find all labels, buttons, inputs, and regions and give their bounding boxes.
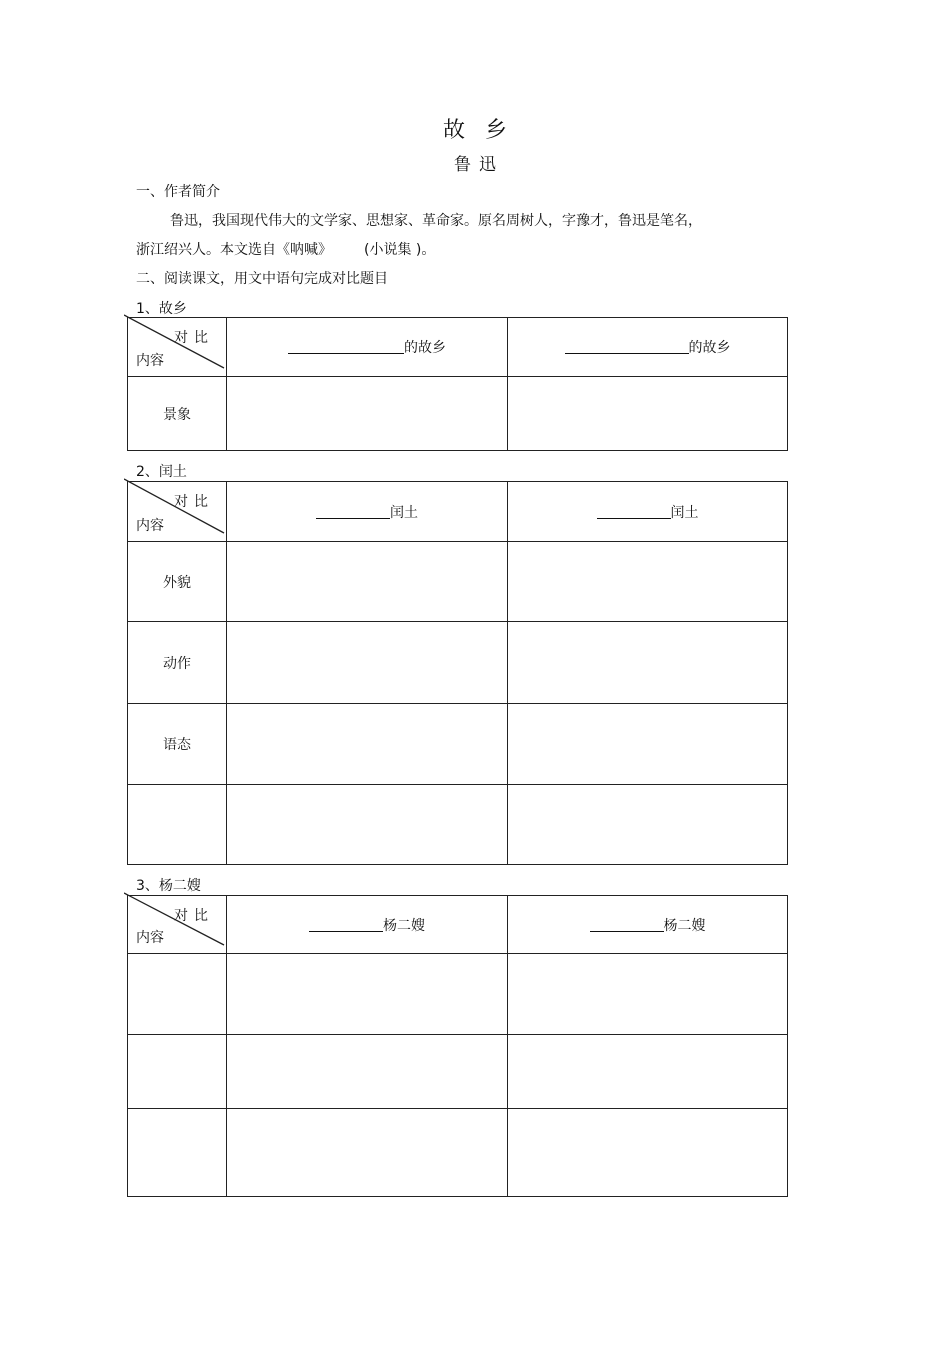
- table-runtu: [127, 481, 788, 865]
- fill-blank[interactable]: [565, 339, 689, 354]
- answer-cell[interactable]: [227, 377, 508, 451]
- header-cell-left: [227, 482, 508, 542]
- table-row: [128, 1035, 788, 1109]
- table3-label: 3、杨二嫂: [136, 878, 201, 894]
- row-label: 语态: [128, 704, 227, 785]
- intro-line2-part2: (小说集 )。: [364, 242, 436, 258]
- answer-cell[interactable]: [227, 704, 508, 785]
- table1-label: 1、故乡: [136, 301, 187, 317]
- header-cell-right: [508, 896, 788, 954]
- answer-cell[interactable]: [227, 954, 508, 1035]
- header-label: 闰土: [670, 504, 699, 521]
- table-row: [128, 542, 788, 622]
- diag-label-content: 内容: [136, 930, 164, 946]
- table-row: [128, 954, 788, 1035]
- header-label: 杨二嫂: [383, 917, 425, 934]
- row-label: 外貌: [128, 542, 227, 622]
- document-author: 鲁迅: [454, 155, 504, 175]
- row-label[interactable]: [128, 1109, 227, 1197]
- answer-cell[interactable]: [508, 377, 788, 451]
- row-label[interactable]: [128, 785, 227, 865]
- answer-cell[interactable]: [227, 1109, 508, 1197]
- table-header-row: [128, 482, 788, 542]
- table-row: [128, 377, 788, 451]
- table2-label: 2、闰土: [136, 464, 187, 480]
- intro-line2-part1: 浙江绍兴人。本文选自《呐喊》: [136, 242, 332, 258]
- row-label: 动作: [128, 622, 227, 704]
- answer-cell[interactable]: [227, 542, 508, 622]
- answer-cell[interactable]: [508, 954, 788, 1035]
- answer-cell[interactable]: [227, 1035, 508, 1109]
- header-cell-left: [227, 318, 508, 377]
- diagonal-header-cell: [128, 482, 227, 542]
- header-cell-right: [508, 318, 788, 377]
- answer-cell[interactable]: [508, 785, 788, 865]
- fill-blank[interactable]: [288, 339, 404, 354]
- header-label: 的故乡: [688, 340, 731, 356]
- table-yang-ersao: [127, 895, 788, 1197]
- table-row: [128, 785, 788, 865]
- answer-cell[interactable]: [227, 785, 508, 865]
- diag-label-compare: 对比: [174, 330, 214, 346]
- section-heading-compare: 二、阅读课文，用文中语句完成对比题目: [136, 271, 388, 287]
- fill-blank[interactable]: [597, 504, 671, 519]
- header-label: 闰土: [390, 504, 418, 521]
- answer-cell[interactable]: [508, 1109, 788, 1197]
- table-row: [128, 704, 788, 785]
- header-cell-right: [508, 482, 788, 542]
- table-header-row: [128, 318, 788, 377]
- diag-label-content: 内容: [136, 353, 164, 369]
- section-heading-author: 一、作者简介: [136, 184, 220, 200]
- row-label[interactable]: [128, 1035, 227, 1109]
- table-row: [128, 622, 788, 704]
- answer-cell[interactable]: [227, 622, 508, 704]
- fill-blank[interactable]: [309, 917, 383, 932]
- answer-cell[interactable]: [508, 542, 788, 622]
- row-label[interactable]: [128, 954, 227, 1035]
- diagonal-header-cell: [128, 318, 227, 377]
- fill-blank[interactable]: [590, 917, 664, 932]
- fill-blank[interactable]: [316, 504, 390, 519]
- diag-label-compare: 对比: [174, 494, 214, 510]
- table-header-row: [128, 896, 788, 954]
- table-row: [128, 1109, 788, 1197]
- header-label: 杨二嫂: [663, 917, 706, 934]
- diag-label-compare: 对比: [174, 908, 214, 924]
- header-label: 的故乡: [404, 340, 446, 356]
- diag-label-content: 内容: [136, 518, 164, 534]
- intro-paragraph-line2: [136, 239, 435, 259]
- table-hometown: [127, 317, 788, 451]
- row-label: 景象: [128, 377, 227, 451]
- intro-paragraph-line1: 鲁迅，我国现代伟大的文学家、思想家、革命家。原名周树人，字豫才，鲁迅是笔名，: [170, 213, 702, 229]
- header-cell-left: [227, 896, 508, 954]
- answer-cell[interactable]: [508, 704, 788, 785]
- answer-cell[interactable]: [508, 1035, 788, 1109]
- diagonal-header-cell: [128, 896, 227, 954]
- document-title: 故乡: [442, 118, 527, 143]
- answer-cell[interactable]: [508, 622, 788, 704]
